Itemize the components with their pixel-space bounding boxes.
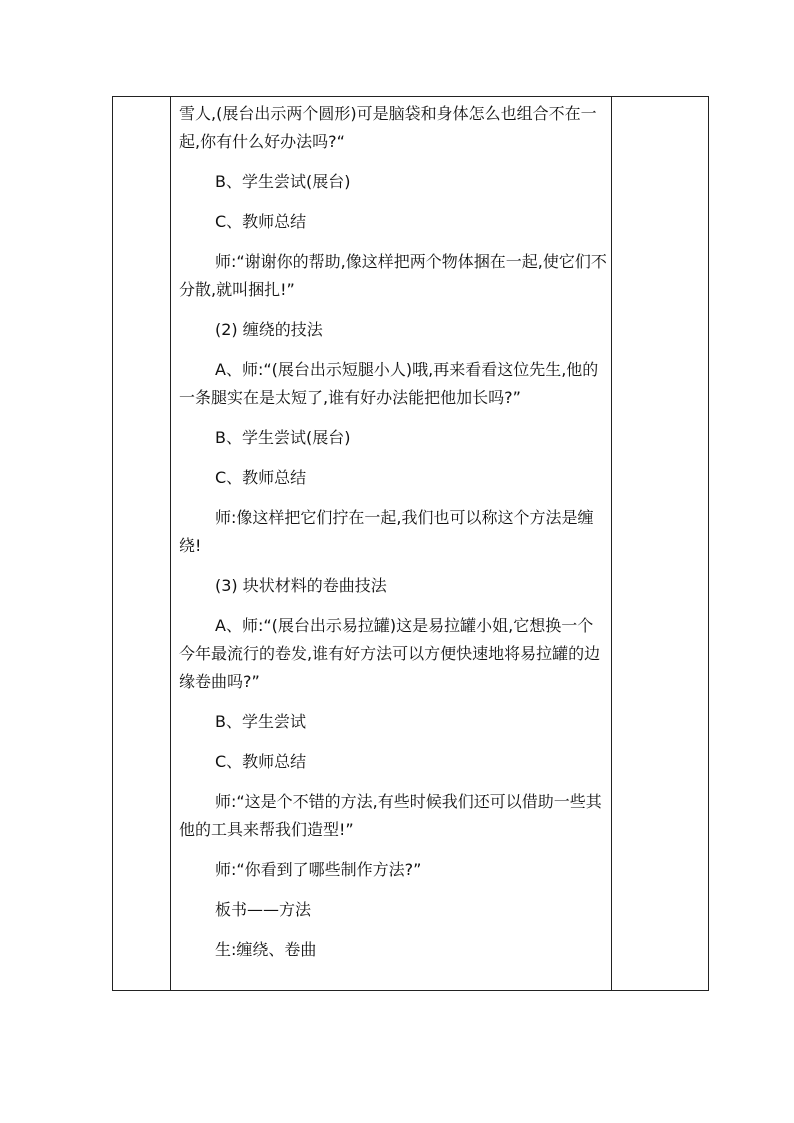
paragraph-17: 生:缠绕、卷曲	[215, 940, 317, 959]
paragraph-15: 师:“你看到了哪些制作方法?”	[215, 860, 422, 879]
paragraph-5: (2) 缠绕的技法	[215, 320, 323, 339]
paragraph-9: 师:像这样把它们拧在一起,我们也可以称这个方法是缠绕!	[179, 508, 594, 555]
paragraph-3: C、教师总结	[215, 212, 307, 231]
paragraph-14: 师:“这是个不错的方法,有些时候我们还可以借助一些其他的工具来帮我们造型!”	[179, 792, 602, 839]
paragraph-13: C、教师总结	[215, 752, 307, 771]
paragraph-7: B、学生尝试(展台)	[215, 428, 351, 447]
table-column-divider-right	[611, 97, 612, 990]
lesson-table	[112, 96, 709, 991]
lesson-content-cell	[179, 97, 607, 964]
paragraph-11: A、师:“(展台出示易拉罐)这是易拉罐小姐,它想换一个今年最流行的卷发,谁有好方法可以方便快速地将易拉罐的边缘卷曲吗?”	[179, 616, 601, 691]
paragraph-2: B、学生尝试(展台)	[215, 172, 351, 191]
paragraph-6: A、师:“(展台出示短腿小人)哦,再来看看这位先生,他的一条腿实在是太短了,谁有好办法能把他加长吗?”	[179, 360, 599, 407]
paragraph-16: 板书——方法	[215, 900, 312, 919]
table-column-divider-left	[170, 97, 171, 990]
paragraph-4: 师:“谢谢你的帮助,像这样把两个物体捆在一起,使它们不分散,就叫捆扎!”	[179, 252, 607, 299]
paragraph-12: B、学生尝试	[215, 712, 306, 731]
paragraph-8: C、教师总结	[215, 468, 307, 487]
paragraph-10: (3) 块状材料的卷曲技法	[215, 576, 387, 595]
paragraph-1: 雪人,(展台出示两个圆形)可是脑袋和身体怎么也组合不在一起,你有什么好办法吗?“	[179, 104, 597, 151]
